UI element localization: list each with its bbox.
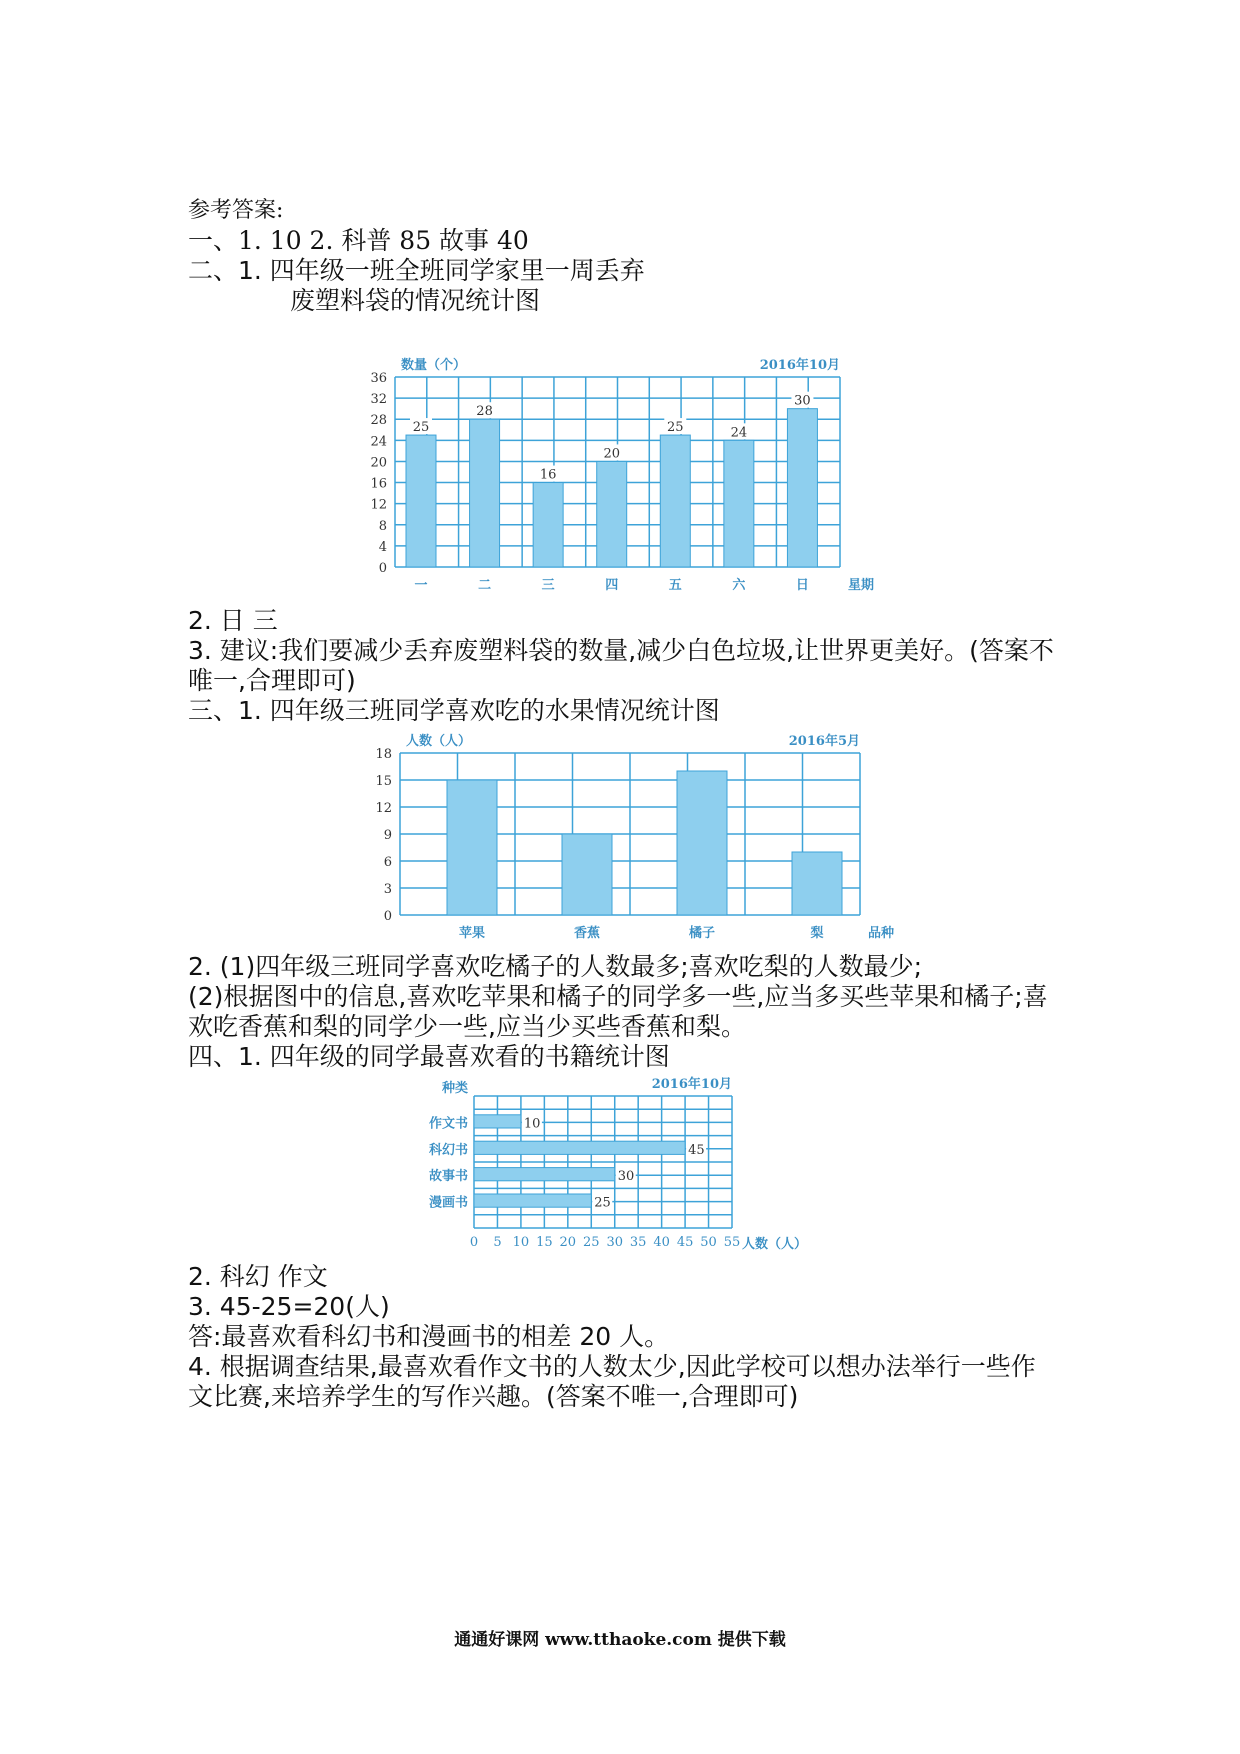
answer-heading: 参考答案: [188,198,284,223]
x-tick-label: 35 [629,1235,647,1250]
chart-fruits [370,723,895,941]
data-label: 24 [730,425,748,441]
y-tick-label: 作文书 [428,1116,468,1132]
x-tick-label: 四 [605,578,619,593]
data-label: 10 [523,1116,541,1132]
answer-line: 欢吃香蕉和梨的同学少一些,应当少买些香蕉和梨。 [188,1012,746,1041]
data-label: 20 [603,446,620,462]
answer-line: 文比赛,来培养学生的写作兴趣。(答案不唯一,合理即可) [188,1382,799,1411]
answer-line: 2. (1)四年级三班同学喜欢吃橘子的人数最多;喜欢吃梨的人数最少; [188,952,923,981]
y-tick-label: 12 [370,497,387,513]
bar [597,461,627,567]
chart-plastic-bags [370,345,890,595]
x-tick-label: 30 [606,1235,624,1250]
bar [724,440,754,567]
x-tick-label: 六 [732,578,746,593]
x-tick-label: 三 [541,578,555,593]
x-tick-label: 10 [512,1235,530,1250]
answer-line: 2. 日 三 [188,606,278,635]
bar [474,1194,591,1207]
x-tick-label: 45 [676,1235,694,1250]
answer-line: 唯一,合理即可) [188,666,356,695]
data-label: 25 [594,1195,611,1211]
x-tick-label: 5 [493,1235,502,1250]
bar [474,1168,615,1181]
footer-text: 通通好课网 www.tthaoke.com 提供下载 [454,1630,786,1650]
x-tick-label: 55 [723,1235,741,1250]
y-tick-label: 16 [370,476,387,492]
bar [474,1115,521,1128]
answer-line: 3. 45-25=20(人) [188,1292,390,1321]
answer-line: 3. 建议:我们要减少丢弃废塑料袋的数量,减少白色垃圾,让世界更美好。(答案不 [188,636,1054,665]
x-tick-label: 50 [700,1235,717,1250]
y-tick-label: 故事书 [428,1169,468,1185]
x-tick-label: 苹果 [458,926,486,941]
data-label: 25 [412,420,430,436]
bar [447,780,497,915]
x-tick-label: 五 [668,578,682,593]
y-tick-label: 9 [383,828,392,843]
data-label: 28 [476,404,493,420]
y-tick-label: 3 [383,882,392,897]
y-tick-label: 32 [370,392,387,408]
bar [474,1141,685,1154]
y-axis-label: 种类 [441,1081,468,1096]
data-label: 30 [617,1169,635,1185]
answer-line: 4. 根据调查结果,最喜欢看作文书的人数太少,因此学校可以想办法举行一些作 [188,1352,1036,1381]
answer-line: (2)根据图中的信息,喜欢吃苹果和橘子的同学多一些,应当多买些苹果和橘子;喜 [188,982,1048,1011]
data-label: 45 [688,1142,705,1158]
y-tick-label: 8 [378,518,387,534]
y-tick-label: 0 [378,561,387,576]
data-label: 25 [667,420,684,436]
y-axis-label: 数量（个） [401,358,467,373]
bar [406,435,436,567]
answer-line: 三、1. 四年级三班同学喜欢吃的水果情况统计图 [188,696,720,725]
x-tick-label: 香蕉 [573,926,601,941]
y-tick-label: 28 [370,413,387,429]
y-tick-label: 漫画书 [428,1195,468,1211]
x-tick-label: 15 [536,1235,553,1250]
y-tick-label: 12 [375,801,392,816]
y-axis-label: 人数（人） [406,734,472,749]
y-tick-label: 36 [370,371,387,386]
x-axis-label: 人数（人） [742,1237,808,1252]
bar [787,409,817,567]
bar [562,834,612,915]
chart-title-line: 废塑料袋的情况统计图 [290,286,541,315]
chart-books [400,1068,840,1258]
data-label: 16 [539,467,557,483]
bar [792,852,842,915]
x-tick-label: 40 [653,1235,670,1250]
x-tick-label: 20 [559,1235,577,1250]
y-tick-label: 24 [370,434,387,450]
y-tick-label: 18 [375,747,392,762]
chart-date: 2016年5月 [788,734,860,749]
bar [470,419,500,567]
bar [677,771,727,915]
answer-line: 四、1. 四年级的同学最喜欢看的书籍统计图 [188,1042,670,1071]
x-tick-label: 0 [469,1235,479,1250]
x-axis-label: 星期 [848,578,875,593]
y-tick-label: 科幻书 [428,1142,468,1158]
bar [533,483,563,567]
answer-line: 二、1. 四年级一班全班同学家里一周丢弃 [188,256,645,285]
chart-date: 2016年10月 [759,358,840,373]
y-tick-label: 6 [383,855,392,870]
y-tick-label: 15 [375,774,392,789]
bar [660,435,690,567]
x-tick-label: 二 [478,578,492,593]
x-tick-label: 日 [795,578,809,593]
x-axis-label: 品种 [868,926,895,941]
chart-date: 2016年10月 [651,1077,732,1092]
y-tick-label: 4 [378,539,387,555]
y-tick-label: 20 [370,455,387,471]
y-tick-label: 0 [383,909,392,924]
x-tick-label: 25 [582,1235,600,1250]
x-tick-label: 橘子 [688,926,716,941]
answer-line: 2. 科幻 作文 [188,1262,328,1291]
data-label: 30 [794,393,811,409]
answer-line: 一、1. 10 2. 科普 85 故事 40 [188,226,529,255]
x-tick-label: 梨 [810,926,824,941]
answer-line: 答:最喜欢看科幻书和漫画书的相差 20 人。 [188,1322,670,1351]
x-tick-label: 一 [414,578,428,593]
